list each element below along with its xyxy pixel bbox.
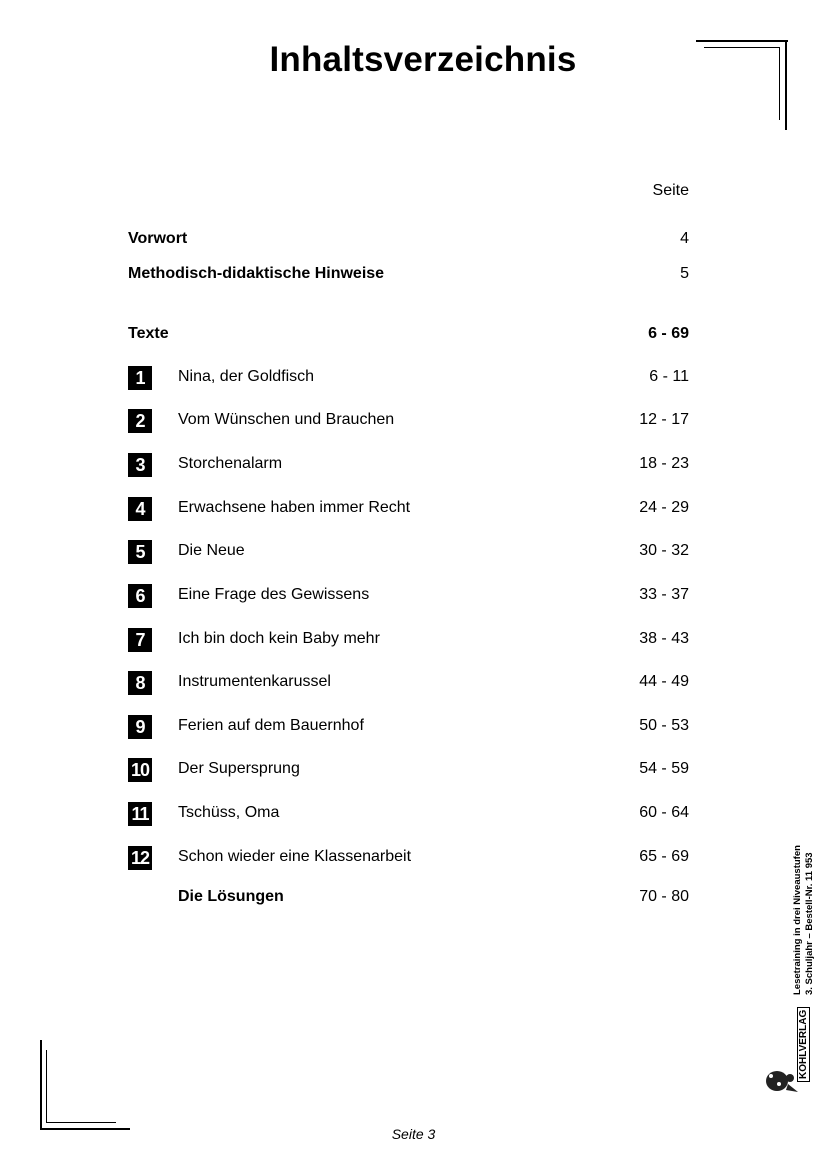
chapter-number-badge: 5 — [128, 540, 152, 564]
chapter-number-badge: 1 — [128, 366, 152, 390]
toc-entry-pages: 4 — [680, 230, 689, 247]
chapter-number-badge: 12 — [128, 846, 152, 870]
chapter-title: Schon wieder eine Klassenarbeit — [178, 848, 412, 865]
solutions-label: Die Lösungen — [178, 888, 284, 905]
corner-ornament-bottom-left — [40, 1040, 42, 1130]
chapter-number-badge: 2 — [128, 409, 152, 433]
corner-ornament-bottom-left — [46, 1050, 47, 1123]
chapter-title: Eine Frage des Gewissens — [178, 586, 370, 603]
toc-entry-pages: 5 — [680, 265, 689, 282]
chapter-number-badge: 10 — [128, 758, 152, 782]
toc-section-label: Texte — [128, 325, 169, 342]
chapter-title: Erwachsene haben immer Recht — [178, 499, 411, 516]
chapter-title: Nina, der Goldfisch — [178, 368, 315, 385]
publisher-logo: KOHLVERLAG — [797, 1007, 810, 1082]
chapter-pages: 60 - 64 — [639, 804, 689, 821]
chapter-pages: 24 - 29 — [639, 499, 689, 516]
chapter-pages: 50 - 53 — [639, 717, 689, 734]
chapter-number-badge: 9 — [128, 715, 152, 739]
toc-section-pages: 6 - 69 — [648, 325, 689, 342]
toc-entry[interactable] — [128, 263, 689, 287]
publication-info — [792, 845, 816, 995]
chapter-title: Tschüss, Oma — [178, 804, 280, 821]
publication-info-line: Lesetraining in drei Niveaustufen — [792, 845, 803, 995]
corner-ornament-bottom-left — [46, 1122, 116, 1123]
chapter-pages: 44 - 49 — [639, 673, 689, 690]
toc-chapter[interactable] — [128, 540, 689, 564]
toc-chapter[interactable] — [128, 366, 689, 390]
chapter-title: Vom Wünschen und Brauchen — [178, 411, 395, 428]
chapter-title: Ferien auf dem Bauernhof — [178, 717, 364, 734]
chapter-number-badge: 7 — [128, 628, 152, 652]
corner-ornament-top-right — [696, 40, 788, 42]
solutions-pages: 70 - 80 — [639, 888, 689, 905]
chapter-number-badge: 6 — [128, 584, 152, 608]
chapter-title: Die Neue — [178, 542, 245, 559]
toc-chapter[interactable] — [128, 846, 689, 870]
chapter-number-badge: 3 — [128, 453, 152, 477]
chapter-number-badge: 11 — [128, 802, 152, 826]
toc-entry[interactable] — [128, 228, 689, 252]
chapter-pages: 30 - 32 — [639, 542, 689, 559]
page-footer: Seite 3 — [391, 1126, 436, 1142]
chapter-number-badge: 4 — [128, 497, 152, 521]
toc-chapter[interactable] — [128, 802, 689, 826]
chapter-pages: 6 - 11 — [649, 368, 689, 385]
toc-chapter[interactable] — [128, 584, 689, 608]
toc-chapter[interactable] — [128, 497, 689, 521]
toc-chapter[interactable] — [128, 715, 689, 739]
page-title: Inhaltsverzeichnis — [269, 40, 577, 79]
toc-chapter[interactable] — [128, 453, 689, 477]
corner-ornament-top-right — [785, 40, 787, 130]
toc-chapter[interactable] — [128, 409, 689, 433]
chapter-title: Der Supersprung — [178, 760, 300, 777]
chapter-pages: 54 - 59 — [639, 760, 689, 777]
toc-solutions[interactable] — [128, 886, 689, 910]
page-column-header: Seite — [652, 182, 689, 199]
chapter-pages: 18 - 23 — [639, 455, 689, 472]
publication-info-line: 3. Schuljahr – Bestell-Nr. 11 953 — [804, 852, 815, 995]
chapter-title: Storchenalarm — [178, 455, 283, 472]
toc-entry-label: Methodisch-didaktische Hinweise — [128, 265, 385, 282]
chapter-pages: 33 - 37 — [639, 586, 689, 603]
toc-chapter[interactable] — [128, 671, 689, 695]
toc-chapter[interactable] — [128, 758, 689, 782]
corner-ornament-top-right — [779, 47, 780, 120]
chapter-number-badge: 8 — [128, 671, 152, 695]
chapter-pages: 65 - 69 — [639, 848, 689, 865]
chapter-title: Ich bin doch kein Baby mehr — [178, 630, 380, 647]
toc-entry-label: Vorwort — [128, 230, 188, 247]
toc-section[interactable] — [128, 323, 689, 347]
chapter-pages: 38 - 43 — [639, 630, 689, 647]
turtle-logo-icon — [762, 1064, 802, 1094]
toc-chapter[interactable] — [128, 628, 689, 652]
chapter-pages: 12 - 17 — [639, 411, 689, 428]
chapter-title: Instrumentenkarussel — [178, 673, 331, 690]
corner-ornament-top-right — [704, 47, 780, 48]
